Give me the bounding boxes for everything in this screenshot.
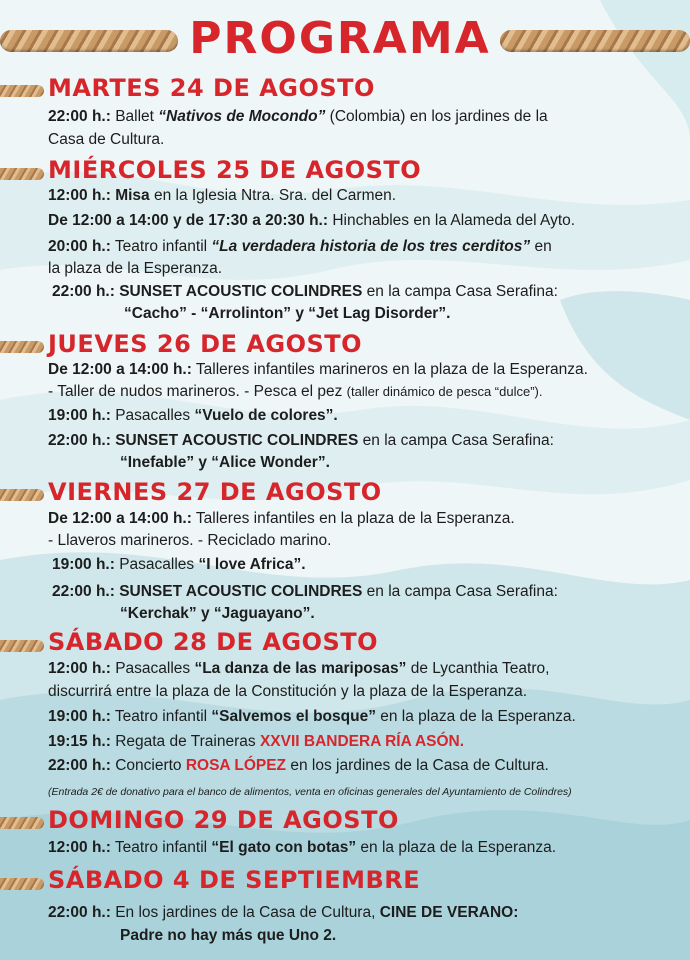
event-line: - Taller de nudos marineros. - Pesca el pez (taller dinámico de pesca “dulce”).	[48, 383, 543, 400]
event-line-cont: “Kerchak” y “Jaguayano”.	[120, 605, 315, 622]
day-heading: SÁBADO 4 DE SEPTIEMBRE	[48, 866, 421, 894]
day-heading: JUEVES 26 DE AGOSTO	[48, 330, 363, 358]
rope-bullet	[0, 489, 44, 501]
event-line: 19:00 h.: Pasacalles “Vuelo de colores”.	[48, 407, 338, 424]
day-heading: MIÉRCOLES 25 DE AGOSTO	[48, 156, 422, 184]
rope-bullet	[0, 878, 44, 890]
event-line: 22:00 h.: Ballet “Nativos de Mocondo” (Colombia) en los jardines de la	[48, 108, 548, 125]
event-line: 20:00 h.: Teatro infantil “La verdadera historia de los tres cerditos” en	[48, 238, 552, 255]
event-line: 22:00 h.: SUNSET ACOUSTIC COLINDRES en la campa Casa Serafina:	[52, 583, 558, 600]
event-line: 22:00 h.: En los jardines de la Casa de Cultura, CINE DE VERANO:	[48, 904, 519, 921]
event-line-cont: Padre no hay más que Uno 2.	[120, 927, 337, 944]
event-line: 12:00 h.: Teatro infantil “El gato con botas” en la plaza de la Esperanza.	[48, 839, 557, 856]
event-line: 19:15 h.: Regata de Traineras XXVII BANDERA RÍA ASÓN.	[48, 733, 465, 750]
page-title: PROGRAMA	[189, 13, 491, 64]
event-line-cont: “Inefable” y “Alice Wonder”.	[120, 454, 330, 471]
event-line-cont: Casa de Cultura.	[48, 131, 165, 148]
event-line: - Llaveros marineros. - Reciclado marino.	[48, 532, 332, 549]
event-line-cont: “Cacho” - “Arrolinton” y “Jet Lag Disorder”.	[124, 305, 451, 322]
event-line: 12:00 h.: Misa en la Iglesia Ntra. Sra. del Carmen.	[48, 187, 397, 204]
event-line: 22:00 h.: Concierto ROSA LÓPEZ en los jardines de la Casa de Cultura.	[48, 757, 549, 774]
rope-right	[500, 30, 690, 52]
day-heading: MARTES 24 DE AGOSTO	[48, 74, 375, 102]
event-line: De 12:00 a 14:00 h.: Talleres infantiles marineros en la plaza de la Esperanza.	[48, 361, 588, 378]
event-line: 12:00 h.: Pasacalles “La danza de las mariposas” de Lycanthia Teatro,	[48, 660, 550, 677]
rope-bullet	[0, 168, 44, 180]
rope-bullet	[0, 817, 44, 829]
rope-bullet	[0, 640, 44, 652]
rope-bullet	[0, 85, 44, 97]
day-heading: VIERNES 27 DE AGOSTO	[48, 478, 382, 506]
event-line: 19:00 h.: Pasacalles “I love Africa”.	[52, 556, 306, 573]
header	[0, 8, 690, 70]
rope-left	[0, 30, 178, 52]
event-line: 22:00 h.: SUNSET ACOUSTIC COLINDRES en la campa Casa Serafina:	[52, 283, 558, 300]
event-line: 19:00 h.: Teatro infantil “Salvemos el bosque” en la plaza de la Esperanza.	[48, 708, 576, 725]
day-heading: SÁBADO 28 DE AGOSTO	[48, 628, 379, 656]
event-line: De 12:00 a 14:00 y de 17:30 a 20:30 h.: Hinchables en la Alameda del Ayto.	[48, 212, 576, 229]
event-line-cont: la plaza de la Esperanza.	[48, 260, 223, 277]
event-line: 22:00 h.: SUNSET ACOUSTIC COLINDRES en la campa Casa Serafina:	[48, 432, 554, 449]
event-line: De 12:00 a 14:00 h.: Talleres infantiles en la plaza de la Esperanza.	[48, 510, 515, 527]
day-heading: DOMINGO 29 DE AGOSTO	[48, 806, 399, 834]
event-line-cont: discurrirá entre la plaza de la Constitución y la plaza de la Esperanza.	[48, 683, 528, 700]
rope-bullet	[0, 341, 44, 353]
donation-note: (Entrada 2€ de donativo para el banco de alimentos, venta en oficinas generales del Ayuntamiento de Colindres)	[48, 786, 572, 798]
